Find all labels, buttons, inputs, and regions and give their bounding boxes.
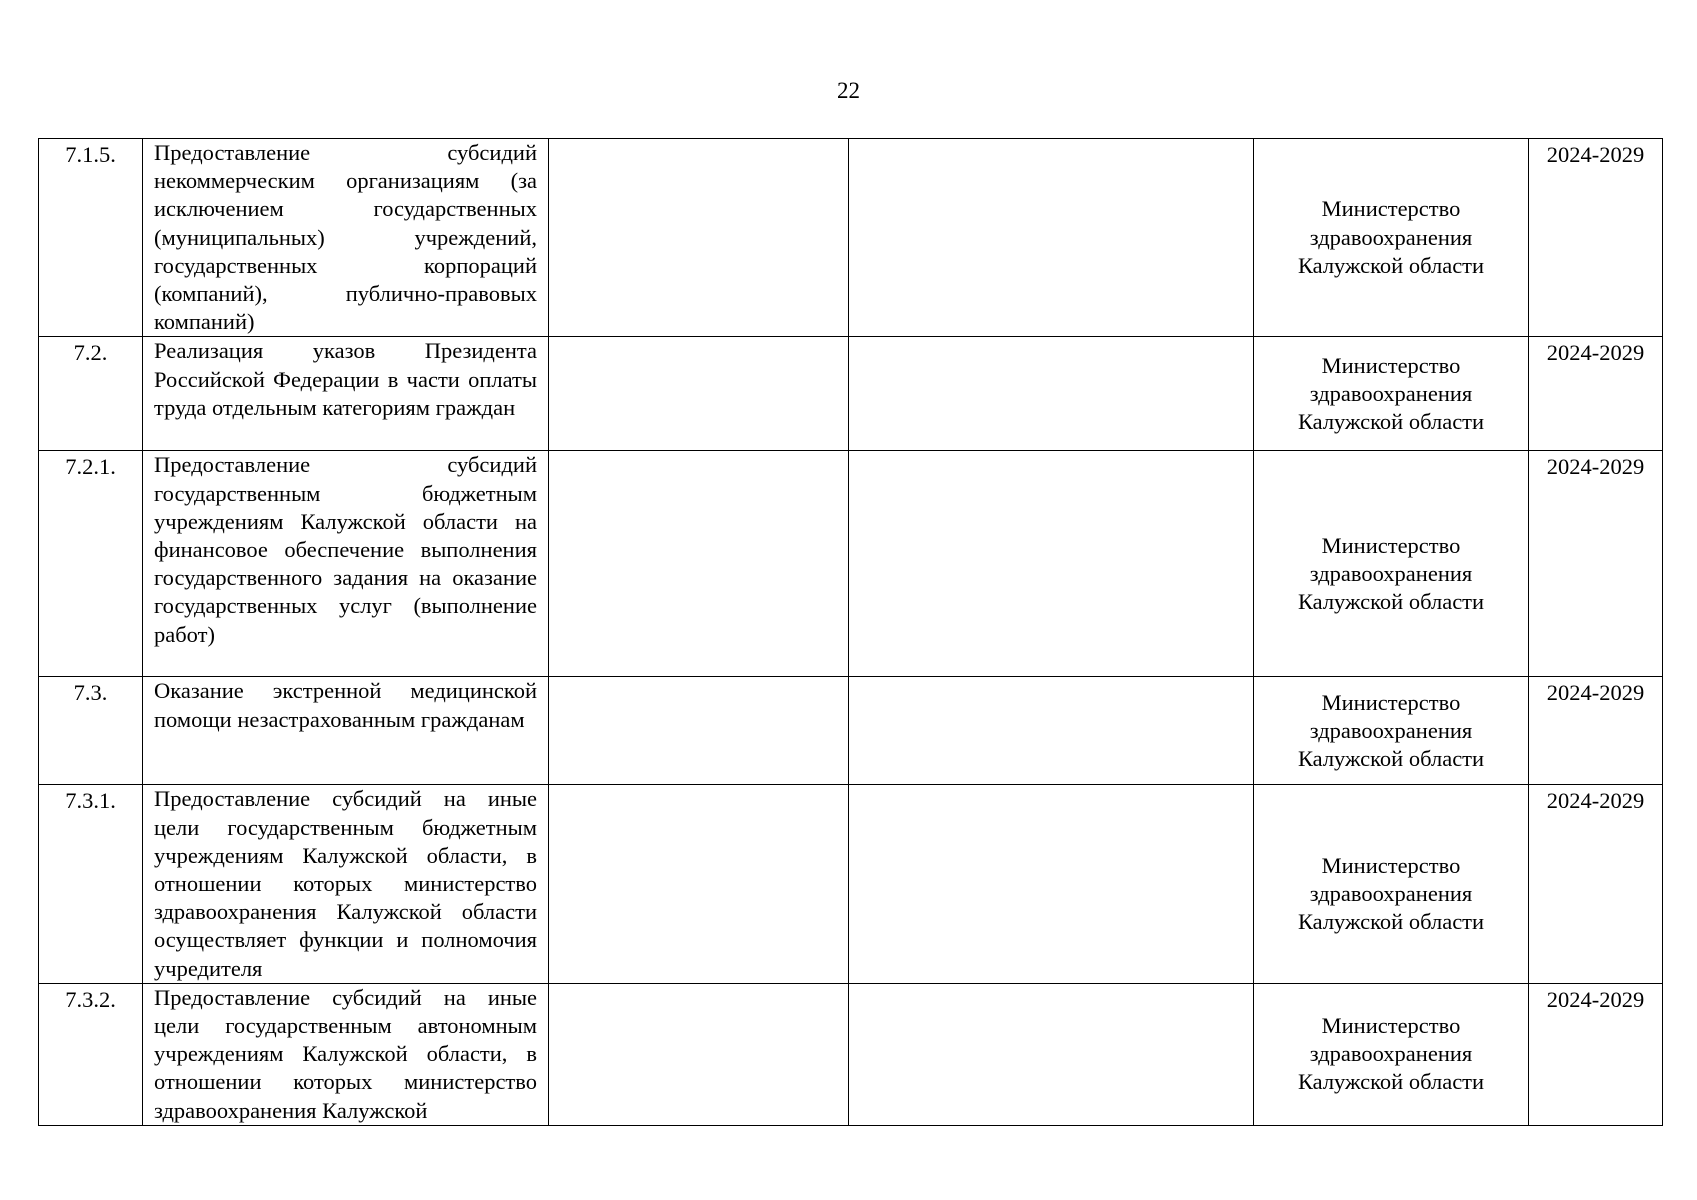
empty-cell xyxy=(849,785,1254,983)
measures-table xyxy=(38,138,1663,1126)
years-cell: 2024-2029 xyxy=(1529,337,1663,451)
executor-line: Калужской области xyxy=(1297,909,1485,935)
table-row xyxy=(39,785,1663,983)
empty-cell xyxy=(549,785,849,983)
row-number: 7.2.1. xyxy=(39,451,143,677)
executor-line: Калужской области xyxy=(1297,746,1485,772)
measure-name: Реализация указов Президента Российской Федерации в части оплаты труда отдельным категориям граждан xyxy=(143,337,549,451)
years-cell: 2024-2029 xyxy=(1529,451,1663,677)
executor-line: здравоохранения xyxy=(1309,560,1473,586)
table-row xyxy=(39,337,1663,451)
row-number: 7.3. xyxy=(39,677,143,785)
measure-name: Предоставление субсидий на иные цели государственным бюджетным учреждениям Калужской области, в отношении которых министерство здравоохранения Калужской области осуществляет функции и полномочия учредителя xyxy=(143,785,549,983)
empty-cell xyxy=(549,139,849,337)
executor-cell xyxy=(1254,139,1529,337)
empty-cell xyxy=(849,337,1254,451)
executor-line: здравоохранения xyxy=(1309,717,1473,743)
executor-line: Калужской области xyxy=(1297,1069,1485,1095)
row-number: 7.2. xyxy=(39,337,143,451)
empty-cell xyxy=(549,451,849,677)
executor-cell xyxy=(1254,337,1529,451)
executor-line: Министерство xyxy=(1321,852,1461,878)
executor-cell xyxy=(1254,451,1529,677)
executor-line: Калужской области xyxy=(1297,589,1485,615)
measure-name: Предоставление субсидий государственным бюджетным учреждениям Калужской области на финансовое обеспечение выполнения государственного задания на оказание государственных услуг (выполнение работ) xyxy=(143,451,549,677)
measure-name: Предоставление субсидий на иные цели государственным автономным учреждениям Калужской области, в отношении которых министерство здравоохранения Калужской xyxy=(143,983,549,1125)
executor-line: здравоохранения xyxy=(1309,881,1473,907)
row-number: 7.3.1. xyxy=(39,785,143,983)
executor-line: здравоохранения xyxy=(1309,224,1473,250)
empty-cell xyxy=(849,983,1254,1125)
table-row xyxy=(39,139,1663,337)
executor-line: Министерство xyxy=(1321,196,1461,222)
measure-name: Предоставление субсидий некоммерческим организациям (за исключением государственных (муниципальных) учреждений, государственных корпораций (компаний), публично-правовых компаний) xyxy=(143,139,549,337)
executor-line: здравоохранения xyxy=(1309,380,1473,406)
table-row xyxy=(39,451,1663,677)
executor-cell xyxy=(1254,983,1529,1125)
row-number: 7.1.5. xyxy=(39,139,143,337)
executor-line: здравоохранения xyxy=(1309,1041,1473,1067)
table-row xyxy=(39,983,1663,1125)
empty-cell xyxy=(549,983,849,1125)
empty-cell xyxy=(549,677,849,785)
executor-line: Калужской области xyxy=(1297,252,1485,278)
row-number: 7.3.2. xyxy=(39,983,143,1125)
empty-cell xyxy=(849,677,1254,785)
executor-cell xyxy=(1254,677,1529,785)
executor-line: Министерство xyxy=(1321,689,1461,715)
executor-line: Министерство xyxy=(1321,352,1461,378)
years-cell: 2024-2029 xyxy=(1529,785,1663,983)
measure-name: Оказание экстренной медицинской помощи незастрахованным гражданам xyxy=(143,677,549,785)
executor-cell xyxy=(1254,785,1529,983)
empty-cell xyxy=(849,451,1254,677)
years-cell: 2024-2029 xyxy=(1529,677,1663,785)
executor-line: Министерство xyxy=(1321,1013,1461,1039)
years-cell: 2024-2029 xyxy=(1529,983,1663,1125)
executor-line: Калужской области xyxy=(1297,409,1485,435)
empty-cell xyxy=(549,337,849,451)
empty-cell xyxy=(849,139,1254,337)
executor-line: Министерство xyxy=(1321,532,1461,558)
page-number: 22 xyxy=(837,78,860,103)
table-row xyxy=(39,677,1663,785)
years-cell: 2024-2029 xyxy=(1529,139,1663,337)
